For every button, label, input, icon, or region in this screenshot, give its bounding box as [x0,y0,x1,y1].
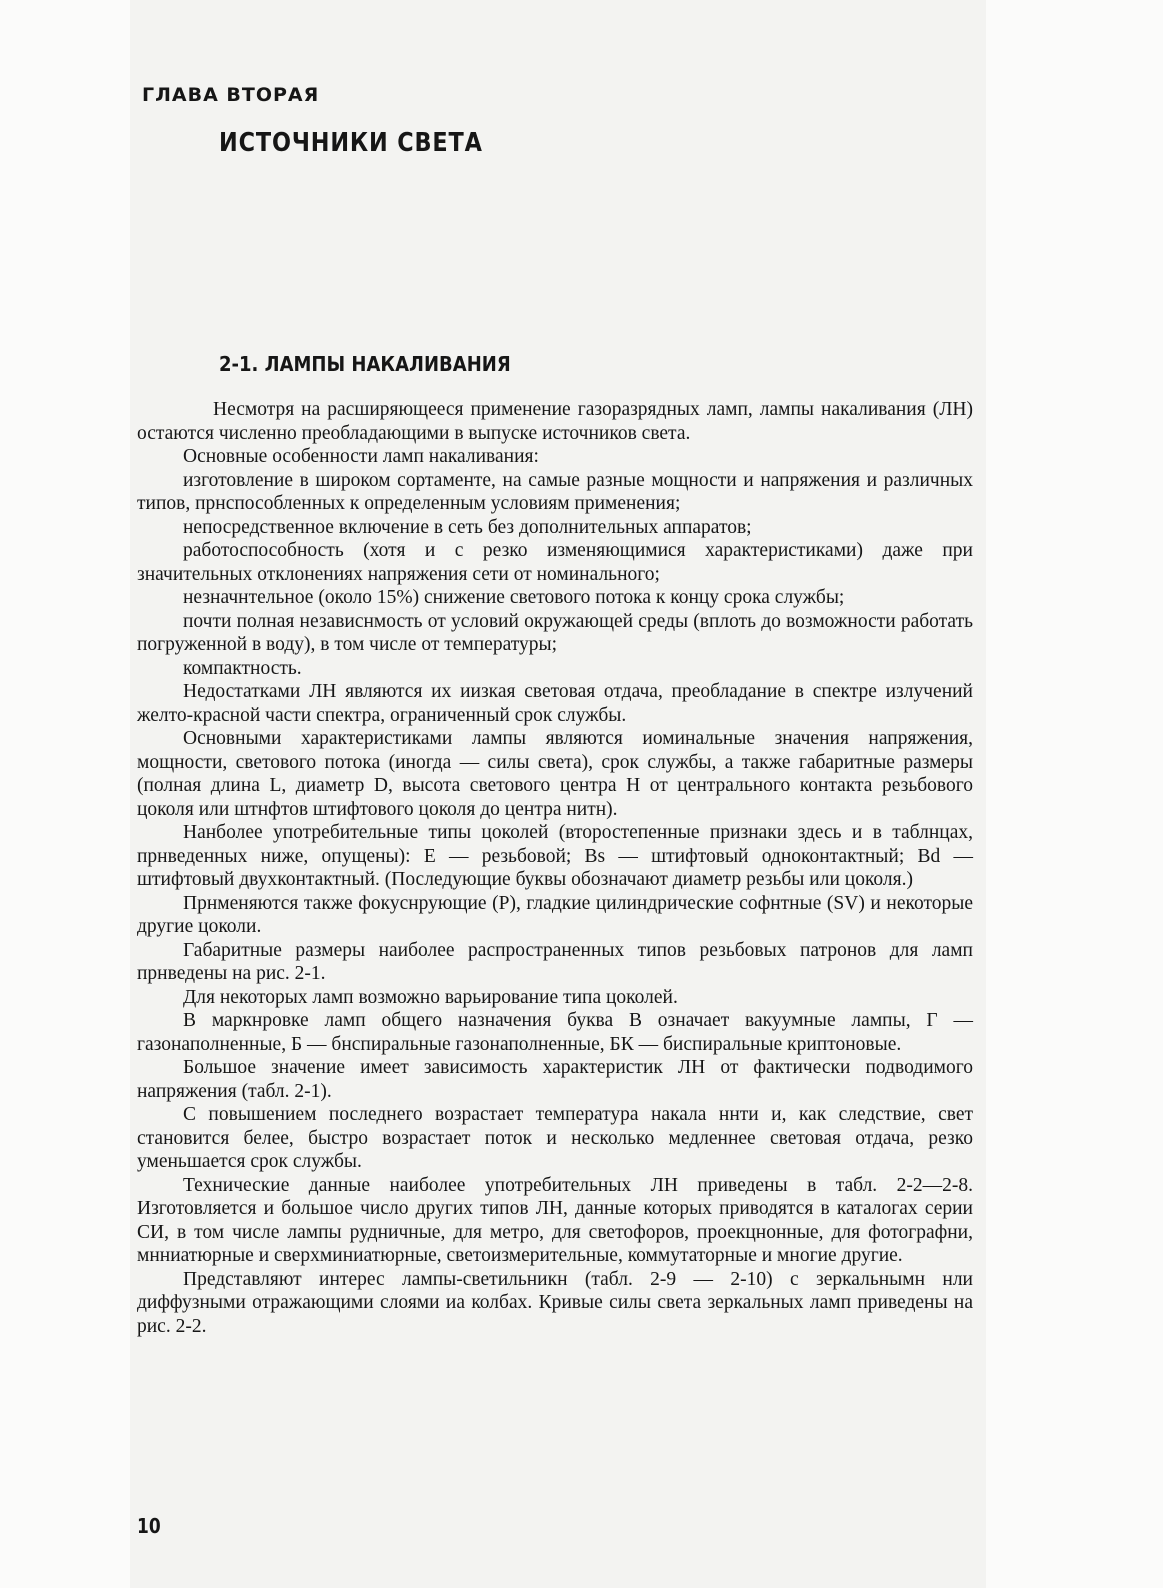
paragraph: компактность. [183,657,302,679]
paragraph: Основными характеристиками лампы являются иоминальные значения напряжения, мощности, светового потока (иногда — силы света), срок службы, а также габаритные размеры (полная длина L, диаметр D, высота светового центра H от центрального контакта резьбового цоколя или штнфтов штифтового цоколя до центра нитн). [137,728,973,820]
chapter-title: ИСТОЧНИКИ СВЕТА [219,128,483,158]
paragraph: Для некоторых ламп возможно варьирование типа цоколей. [183,986,678,1008]
paragraph: Недостатками ЛН являются их иизкая световая отдача, преобладание в спектре излучений желто-красной части спектра, ограниченный срок службы. [137,681,973,726]
body-text [137,398,973,1338]
paragraph: почти полная независнмость от условий окружающей среды (вплоть до возможности работать погруженной в воду), в том числе от температуры; [137,610,973,655]
paragraph: Габаритные размеры наиболее распространенных типов резьбовых патронов для ламп прнведены на рис. 2-1. [137,939,973,984]
paragraph: Несмотря на расширяющееся применение газоразрядных ламп, лампы накаливания (ЛН) остаются численно преобладающими в выпуске источников света. [137,399,973,444]
chapter-label: ГЛАВА ВТОРАЯ [142,84,320,106]
paragraph: С повышением последнего возрастает температура накала ннти и, как следствие, свет становится белее, быстро возрастает поток и несколько медленнее световая отдача, резко уменьшается срок службы. [137,1104,973,1172]
paragraph: Прнменяются также фокуснрующие (P), гладкие цилиндрические софнтные (SV) и некоторые другие цоколи. [137,892,973,937]
paragraph: В маркнровке ламп общего назначения буква В означает вакуумные лампы, Г — газонаполненные, Б — бнспиральные газонаполненные, БК — биспиральные криптоновые. [137,1010,973,1055]
paragraph: Технические данные наиболее употребительных ЛН приведены в табл. 2-2—2-8. Изготовляется и большое число других типов ЛН, данные которых приводятся в каталогах серии СИ, в том числе лампы рудничные, для метро, для светофоров, проекцнонные, для фотографни, мнниатюрные и сверхминиатюрные, светоизмерительные, коммутаторные и многие другие. [137,1174,973,1266]
page-number: 10 [137,1514,161,1538]
paragraph: Нанболее употребительные типы цоколей (второстепенные признаки здесь и в таблнцах, прнведенных ниже, опущены): E — резьбовой; Bs — штифтовый одноконтактный; Bd — штифтовый двухконтактный. (Последующие буквы обозначают диаметр резьбы или цоколя.) [137,822,973,890]
section-heading: 2-1. ЛАМПЫ НАКАЛИВАНИЯ [219,352,511,376]
paragraph: незначнтельное (около 15%) снижение светового потока к концу срока службы; [183,587,845,608]
paragraph: непосредственное включение в сеть без дополнительных аппаратов; [183,516,752,538]
paragraph: изготовление в широком сортаменте, на самые разные мощности и напряжения и различных типов, прнспособленных к определенным условиям применения; [137,469,973,514]
paragraph: Представляют интерес лампы-светильникн (табл. 2-9 — 2-10) с зеркальнымн нли диффузными отражающими слоями иа колбах. Кривые силы света зеркальных ламп приведены на рис. 2-2. [137,1268,973,1337]
paragraph: работоспособность (хотя и с резко изменяющимися характеристиками) даже при значительных отклонениях напряжения сети от номинального; [137,540,973,585]
paragraph: Большое значение имеет зависимость характеристик ЛН от фактически подводимого напряжения (табл. 2-1). [137,1057,973,1102]
paragraph: Основные особенности ламп накаливания: [183,446,539,467]
